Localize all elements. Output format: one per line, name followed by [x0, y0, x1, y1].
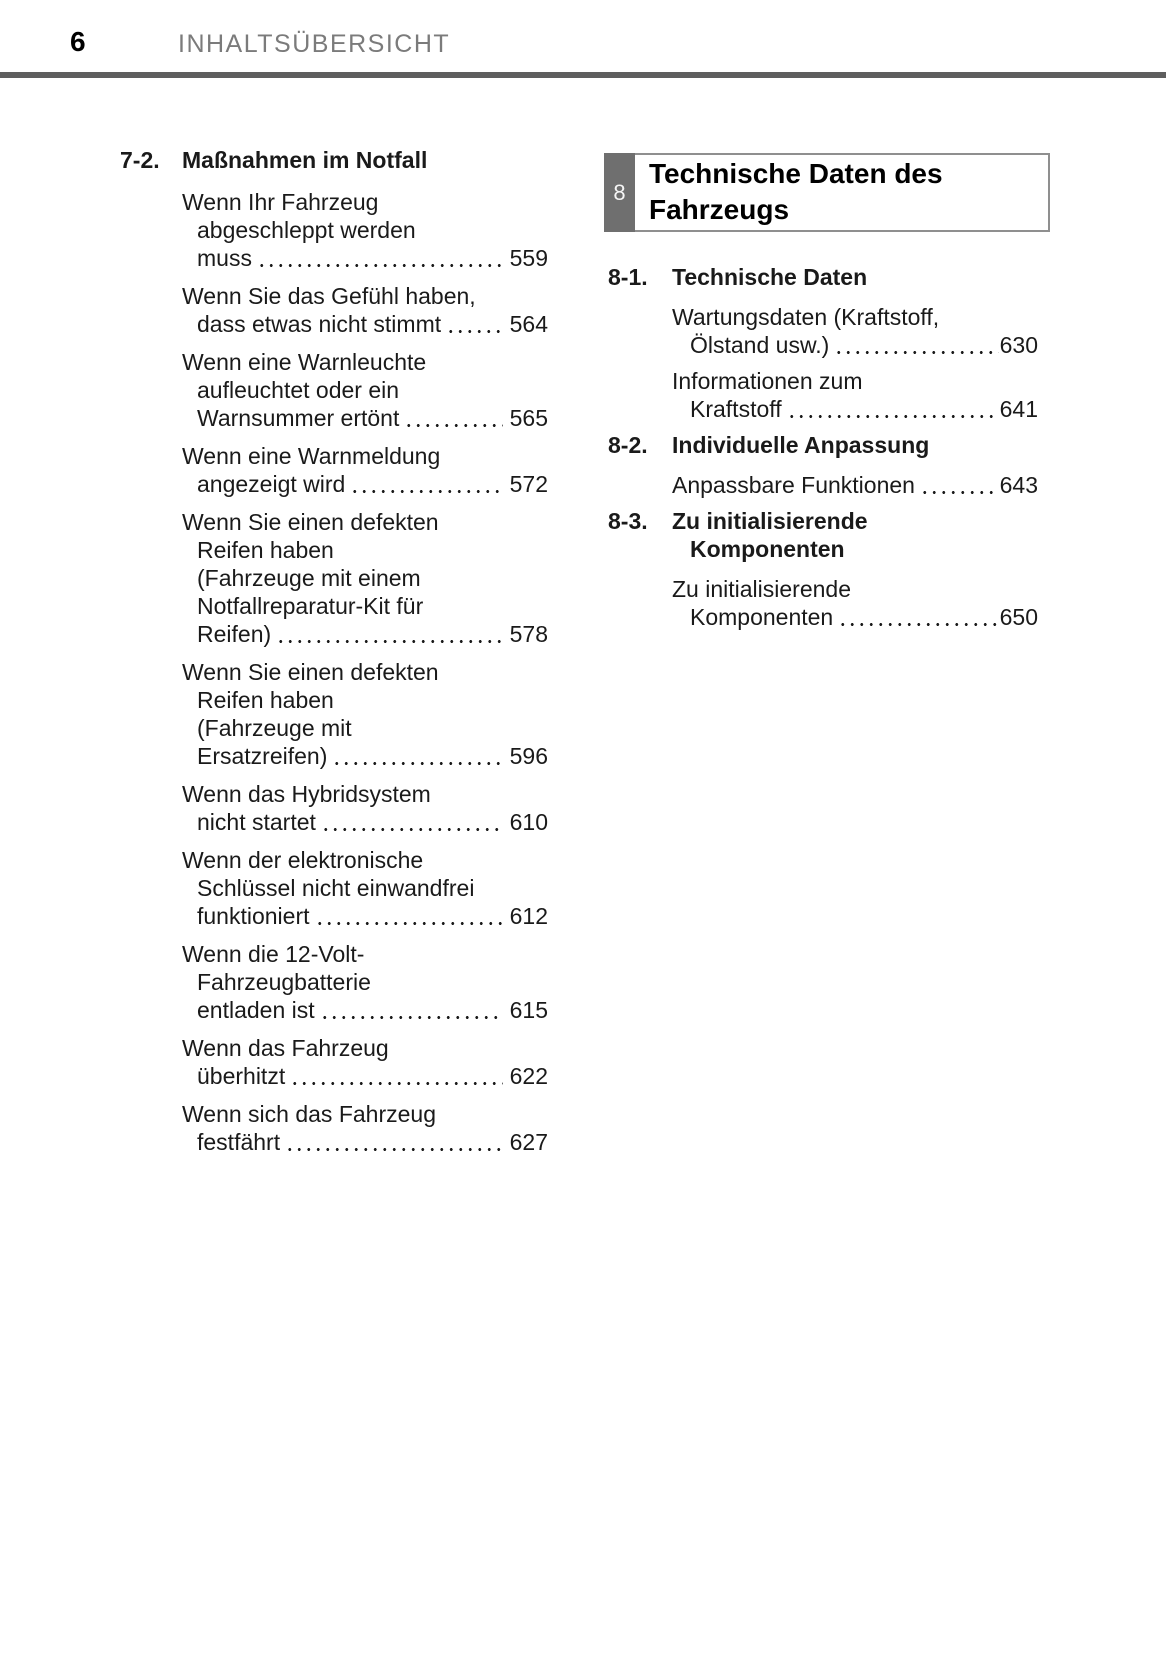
toc-entry	[182, 282, 548, 338]
toc-entry-leader-line	[690, 603, 1038, 631]
section-label: 8-2.	[608, 432, 648, 458]
toc-page-number: 627	[509, 1129, 548, 1155]
dot-leader	[446, 329, 502, 334]
toc-entry	[182, 442, 548, 498]
section-8-3	[608, 507, 1038, 631]
dot-leader	[257, 263, 503, 268]
toc-page-number: 641	[999, 396, 1038, 422]
toc-entry-line: Ölstand usw.)	[690, 332, 830, 358]
toc-entry-line: Notfallreparatur-Kit für	[197, 593, 424, 619]
section-title-line2: Komponenten	[690, 536, 845, 562]
toc-entry	[672, 471, 1038, 499]
toc-entry-leader-line	[197, 310, 548, 338]
toc-entry	[182, 348, 548, 432]
toc-page-number: 572	[509, 471, 548, 497]
toc-page-number: 650	[999, 604, 1038, 630]
toc-entry-line: Informationen zum	[672, 368, 863, 394]
toc-entry-line: Wenn der elektronische	[182, 847, 424, 873]
toc-page-number: 565	[509, 405, 548, 431]
toc-entry-leader-line	[672, 471, 1038, 499]
section-title: Zu initialisierende	[672, 508, 868, 534]
toc-entry-line: Kraftstoff	[690, 396, 782, 422]
toc-entry-line: Wenn eine Warnleuchte	[182, 349, 427, 375]
section-label: 8-1.	[608, 264, 648, 290]
toc-entry-line: festfährt	[197, 1129, 281, 1155]
toc-entry-line: Wenn das Hybridsystem	[182, 781, 431, 807]
toc-entry-line: Reifen haben	[197, 687, 334, 713]
chapter-8-title-line2: Fahrzeugs	[649, 194, 790, 225]
toc-entry-leader-line	[197, 1062, 548, 1090]
toc-entry	[672, 367, 1038, 423]
toc-entry-leader-line	[197, 996, 548, 1024]
toc-entries	[182, 188, 548, 1156]
toc-entry-leader-line	[197, 404, 548, 432]
dot-leader	[350, 489, 502, 494]
toc-entry-line: entladen ist	[197, 997, 315, 1023]
toc-entry-line: abgeschleppt werden	[197, 217, 416, 243]
toc-entry-line: Komponenten	[690, 604, 834, 630]
toc-entry	[182, 940, 548, 1024]
toc-entry-line: Reifen haben	[197, 537, 334, 563]
page-number: 6	[70, 26, 86, 57]
dot-leader	[404, 423, 502, 428]
toc-page-number: 578	[509, 621, 548, 647]
toc-page-number: 559	[509, 245, 548, 271]
toc-entry-line: Wenn Sie einen defekten	[182, 659, 439, 685]
toc-entry-line: Warnsummer ertönt	[197, 405, 400, 431]
toc-entry-line: funktioniert	[197, 903, 310, 929]
section-title: Technische Daten	[672, 264, 868, 290]
toc-entry-line: Schlüssel nicht einwandfrei	[197, 875, 475, 901]
toc-entry-leader-line	[197, 902, 548, 930]
chapter-8-box	[604, 153, 1050, 232]
dot-leader	[787, 414, 999, 419]
toc-entry-line: Zu initialisierende	[672, 576, 851, 602]
toc-entry-line: Anpassbare Funktionen	[672, 472, 915, 498]
section-title: Maßnahmen im Notfall	[182, 147, 428, 173]
chapter-8-title-line1: Technische Daten des	[649, 158, 943, 189]
section-label: 8-3.	[608, 508, 648, 534]
toc-entries	[672, 575, 1038, 631]
toc-page-number: 596	[509, 743, 548, 769]
toc-page-number: 615	[509, 997, 548, 1023]
section-heading-7-2	[120, 146, 548, 174]
toc-entry-line: Wartungsdaten (Kraftstoff,	[672, 304, 940, 330]
toc-entry	[182, 188, 548, 272]
dot-leader	[332, 761, 502, 766]
dot-leader	[290, 1081, 502, 1086]
toc-page-number: 612	[509, 903, 548, 929]
toc-entry	[182, 846, 548, 930]
toc-entry-line: Wenn Sie einen defekten	[182, 509, 439, 535]
toc-page-number: 630	[999, 332, 1038, 358]
toc-entry-line: angezeigt wird	[197, 471, 346, 497]
dot-leader	[276, 639, 502, 644]
toc-entry	[182, 1100, 548, 1156]
toc-entry-leader-line	[197, 808, 548, 836]
toc-entry	[182, 658, 548, 770]
toc-left-column	[120, 146, 548, 1166]
section-title: Individuelle Anpassung	[672, 432, 930, 458]
section-heading-8-2	[608, 431, 1038, 459]
section-heading-8-3	[608, 507, 1038, 563]
toc-entry	[672, 575, 1038, 631]
toc-entry-line: Fahrzeugbatterie	[197, 969, 371, 995]
toc-entry-line: überhitzt	[197, 1063, 286, 1089]
section-heading-8-1	[608, 263, 1038, 291]
section-label: 7-2.	[120, 147, 160, 173]
toc-entry-leader-line	[197, 1128, 548, 1156]
toc-entry-line: Ersatzreifen)	[197, 743, 328, 769]
toc-entry-line: Wenn die 12-Volt-	[182, 941, 365, 967]
dot-leader	[315, 921, 503, 926]
toc-page-number: 643	[999, 472, 1038, 498]
toc-entry-leader-line	[197, 470, 548, 498]
toc-page-number: 610	[509, 809, 548, 835]
toc-entries	[672, 471, 1038, 499]
section-8-2	[608, 431, 1038, 499]
toc-entry-leader-line	[690, 395, 1038, 423]
toc-entry-line: Wenn Sie das Gefühl haben,	[182, 283, 476, 309]
header-rule	[0, 72, 1166, 78]
toc-entry-line: Wenn Ihr Fahrzeug	[182, 189, 379, 215]
chapter-8-title	[649, 155, 1048, 228]
toc-entry-line: Wenn eine Warnmeldung	[182, 443, 441, 469]
toc-entry	[182, 780, 548, 836]
chapter-8-tab: 8	[604, 153, 635, 232]
toc-entry-line: aufleuchtet oder ein	[197, 377, 400, 403]
dot-leader	[834, 350, 998, 355]
toc-entry-leader-line	[197, 244, 548, 272]
toc-entry	[182, 508, 548, 648]
section-8-1	[608, 263, 1038, 423]
dot-leader	[838, 622, 998, 627]
toc-entry-line: nicht startet	[197, 809, 316, 835]
toc-entry-leader-line	[197, 620, 548, 648]
toc-entry-leader-line	[690, 331, 1038, 359]
toc-right-column	[608, 146, 1038, 639]
toc-entry-line: Wenn das Fahrzeug	[182, 1035, 389, 1061]
dot-leader	[920, 490, 999, 495]
toc-entry-line: dass etwas nicht stimmt	[197, 311, 442, 337]
toc-entry-line: (Fahrzeuge mit	[197, 715, 352, 741]
header-title: INHALTSÜBERSICHT	[178, 30, 451, 58]
toc-entry-line: Wenn sich das Fahrzeug	[182, 1101, 436, 1127]
dot-leader	[320, 1015, 503, 1020]
toc-entry	[182, 1034, 548, 1090]
dot-leader	[321, 827, 503, 832]
toc-entry-line: Reifen)	[197, 621, 272, 647]
toc-entry	[672, 303, 1038, 359]
toc-entry-line: muss	[197, 245, 252, 271]
toc-entry-line: (Fahrzeuge mit einem	[197, 565, 421, 591]
toc-page-number: 622	[509, 1063, 548, 1089]
toc-entries	[672, 303, 1038, 423]
dot-leader	[285, 1147, 503, 1152]
toc-page-number: 564	[509, 311, 548, 337]
toc-entry-leader-line	[197, 742, 548, 770]
